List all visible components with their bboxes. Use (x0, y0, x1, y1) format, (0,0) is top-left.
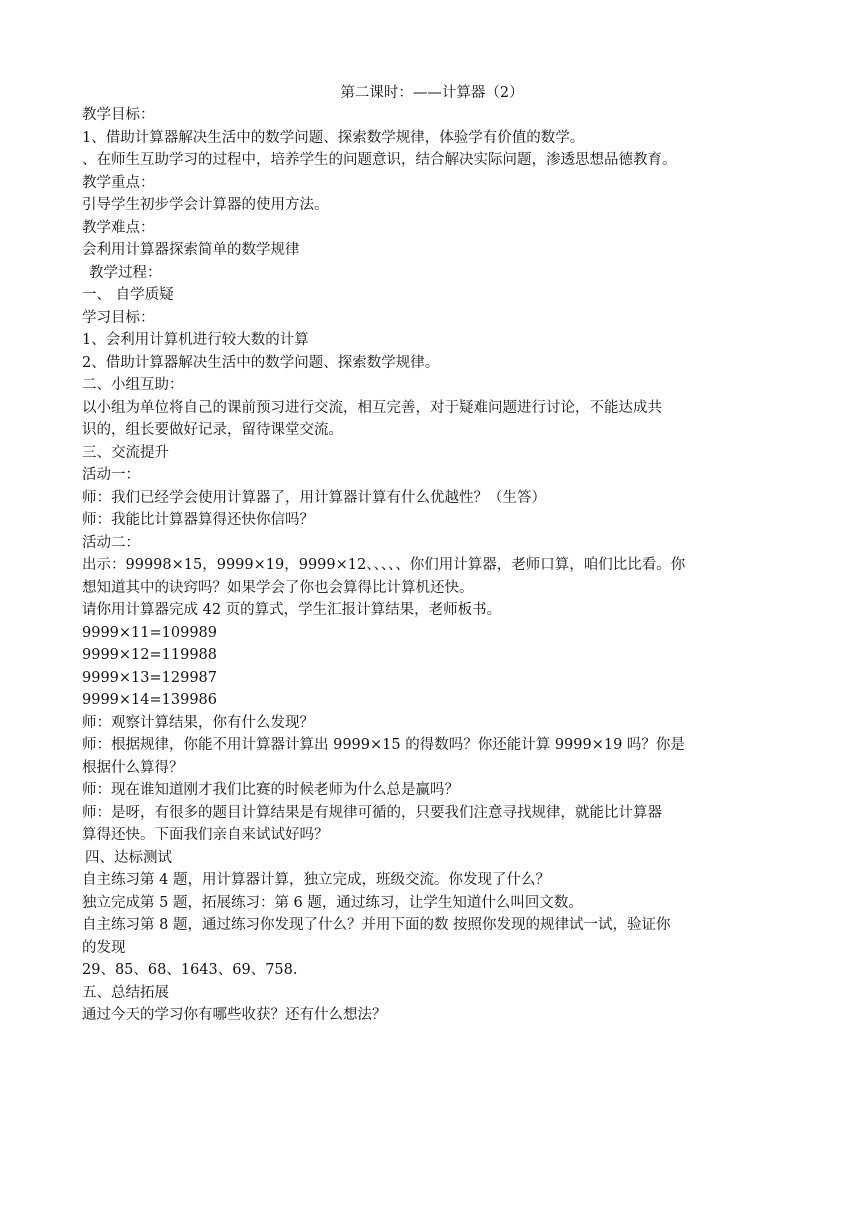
practice-line-3b: 的发现 (82, 939, 126, 956)
learning-goal-2: 2、借助计算器解决生活中的数学问题、探索数学规律。 (82, 354, 440, 371)
teacher-line-2a: 师：根据规律，你能不用计算器计算出 9999×15 的得数吗？你还能计算 9999×19 吗？你是 (82, 737, 685, 753)
equation-3: 9999×13=129987 (82, 669, 218, 686)
teacher-line-1: 师：观察计算结果，你有什么发现？ (82, 714, 314, 731)
heading-key-points: 教学重点： (82, 174, 155, 191)
heading-teaching-process: 教学过程： (89, 264, 162, 281)
practice-line-1: 自主练习第 4 题，用计算器计算，独立完成，班级交流。你发现了什么？ (82, 872, 550, 888)
heading-difficulties: 教学难点： (82, 219, 155, 236)
section-2-heading: 二、小组互助： (82, 377, 184, 393)
section-5-heading: 五、总结拓展 (82, 984, 169, 1001)
section-3-heading: 三、交流提升 (82, 444, 169, 461)
activity-1-line-2: 师：我能比计算器算得还快你信吗？ (82, 512, 314, 528)
section-2-text-line-2: 识的，组长要做好记录，留待课堂交流。 (82, 422, 343, 438)
difficulty-text: 会利用计算器探索简单的数学规律 (82, 242, 300, 258)
activity-2-line-3: 请你用计算器完成 42 页的算式，学生汇报计算结果，老师板书。 (82, 602, 502, 618)
goal-item-1: 1、借助计算器解决生活中的数学问题、探索数学规律，体验学有价值的数学。 (82, 129, 585, 146)
number-list: 29、85、68、1643、69、758. (82, 962, 298, 978)
practice-line-2: 独立完成第 5 题，拓展练习：第 6 题，通过练习，让学生知道什么叫回文数。 (82, 894, 583, 911)
equation-1: 9999×11=109989 (82, 624, 218, 641)
teacher-line-4a: 师：是呀，有很多的题目计算结果是有规律可循的，只要我们注意寻找规律，就能比计算器 (82, 804, 662, 821)
teacher-line-4b: 算得还快。下面我们亲自来试试好吗？ (82, 827, 329, 843)
activity-1-line-1: 师：我们已经学会使用计算器了，用计算器计算有什么优越性？（生答） (82, 489, 546, 506)
equation-2: 9999×12=119988 (82, 647, 218, 663)
teacher-line-3: 师：现在谁知道刚才我们比赛的时候老师为什么总是赢吗？ (82, 782, 459, 798)
practice-line-3a: 自主练习第 8 题，通过练习你发现了什么？并用下面的数 按照你发现的规律试一试，验证你 (82, 917, 671, 933)
document-page (82, 82, 782, 1027)
document-title: 第二课时：——计算器（2） (340, 85, 524, 101)
summary-text: 通过今天的学习你有哪些收获？还有什么想法？ (82, 1007, 387, 1023)
learning-goal-1: 1、会利用计算机进行较大数的计算 (82, 332, 309, 348)
section-2-text-line-1: 以小组为单位将自己的课前预习进行交流，相互完善，对于疑难问题进行讨论，不能达成共 (82, 399, 662, 416)
activity-2-line-2: 想知道其中的诀窍吗？如果学会了你也会算得比计算机还快。 (82, 579, 474, 596)
section-4-heading: 四、达标测试 (85, 849, 172, 866)
activity-2-heading: 活动二： (82, 534, 140, 551)
heading-teaching-goals: 教学目标： (82, 107, 155, 123)
key-point-text: 引导学生初步学会计算器的使用方法。 (82, 197, 329, 213)
section-1-heading: 一、 自学质疑 (82, 287, 174, 303)
activity-1-heading: 活动一： (82, 467, 140, 483)
learning-goals-heading: 学习目标： (82, 309, 155, 326)
teacher-line-2b: 根据什么算得？ (82, 759, 184, 776)
equation-4: 9999×14=139986 (82, 692, 218, 708)
goal-item-2: 、在师生互助学习的过程中，培养学生的问题意识，结合解决实际问题，渗透思想品德教育。 (82, 152, 677, 168)
activity-2-line-1: 出示：99998×15，9999×19，9999×12、、、、、你们用计算器，老师口算，咱们比比看。你 (82, 557, 686, 573)
